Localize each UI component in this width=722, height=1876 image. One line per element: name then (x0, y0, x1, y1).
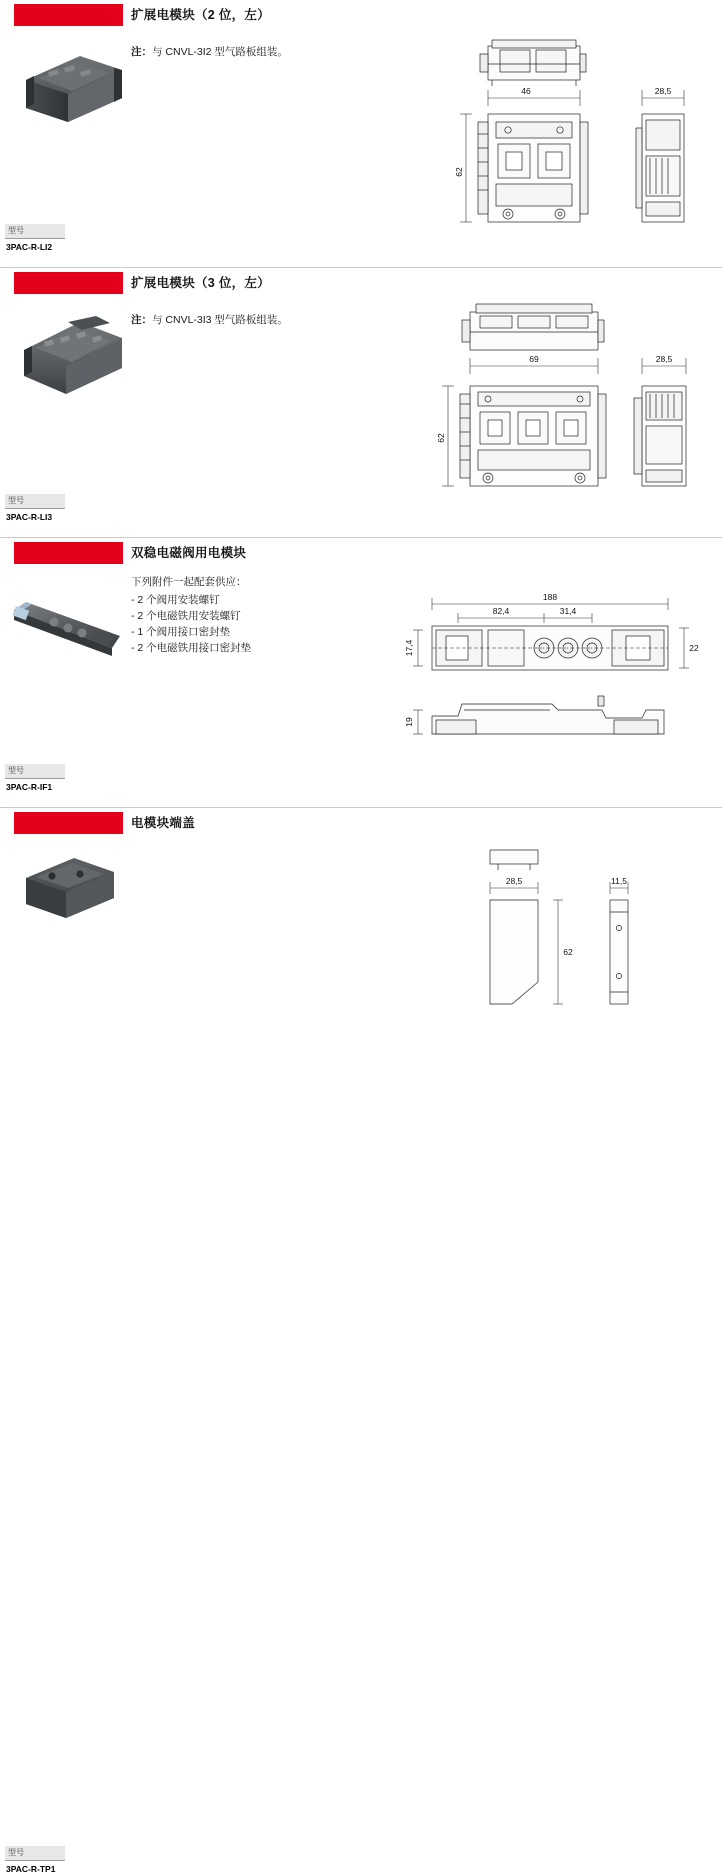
model-label: 型号 (5, 764, 65, 778)
technical-drawing-if1 (402, 584, 712, 774)
dim-width: 46 (521, 86, 531, 96)
technical-drawing-tp1 (436, 832, 696, 1032)
model-value: 3PAC-R-LI2 (5, 238, 65, 254)
list-item: - 2 个电磁铁用安装螺钉 (131, 610, 241, 622)
product-photo-li2 (18, 50, 128, 130)
technical-drawing-li3 (430, 282, 710, 522)
product-section-if1 (0, 538, 722, 808)
product-section-li2 (0, 0, 722, 268)
dim-thickness: 11,5 (611, 876, 627, 886)
dim-width: 28,5 (505, 876, 523, 886)
note-label: 注： (131, 314, 152, 326)
list-item: - 2 个阀用安装螺钉 (131, 594, 220, 606)
product-section-tp1 (0, 808, 722, 1874)
section-title: 扩展电模块（2 位，左） (131, 8, 271, 22)
section-note (131, 313, 288, 329)
model-block-li2 (5, 224, 65, 254)
dim-82-4: 82,4 (492, 606, 510, 616)
dim-height: 62 (436, 433, 446, 443)
dim-19: 19 (404, 717, 414, 727)
list-item: - 2 个电磁铁用接口密封垫 (131, 642, 252, 654)
model-value: 3PAC-R-IF1 (5, 778, 65, 794)
model-label: 型号 (5, 494, 65, 508)
product-section-li3 (0, 268, 722, 538)
model-value: 3PAC-R-TP1 (5, 1860, 65, 1876)
dim-depth: 28,5 (654, 86, 672, 96)
dim-depth: 28,5 (655, 354, 673, 364)
section-title: 双稳电磁阀用电模块 (131, 546, 247, 560)
title-divider (122, 542, 123, 564)
list-item: - 1 个阀用接口密封垫 (131, 626, 231, 638)
dim-31-4: 31,4 (559, 606, 577, 616)
accent-tab (14, 542, 122, 564)
model-value: 3PAC-R-LI3 (5, 508, 65, 524)
dim-width: 69 (529, 354, 539, 364)
model-block-if1 (5, 764, 65, 794)
section-title: 电模块端盖 (131, 816, 196, 830)
product-photo-li3 (14, 314, 130, 400)
technical-drawing-li2 (430, 18, 710, 248)
title-divider (122, 812, 123, 834)
dim-17-4: 17,4 (404, 639, 414, 657)
note-text: 与 CNVL-3I2 型气路板组装。 (152, 46, 288, 58)
section-title: 扩展电模块（3 位，左） (131, 276, 271, 290)
model-block-li3 (5, 494, 65, 524)
model-block-tp1 (5, 1846, 65, 1876)
dim-total-length: 188 (542, 592, 558, 602)
model-label: 型号 (5, 224, 65, 238)
title-divider (122, 272, 123, 294)
accessories-title: 下列附件一起配套供应： (131, 576, 247, 588)
section-note (131, 45, 288, 61)
title-divider (122, 4, 123, 26)
note-text: 与 CNVL-3I3 型气路板组装。 (152, 314, 288, 326)
dim-height: 62 (454, 167, 464, 177)
product-photo-if1 (8, 588, 126, 664)
product-photo-tp1 (18, 852, 120, 924)
model-label: 型号 (5, 1846, 65, 1860)
accent-tab (14, 812, 122, 834)
accent-tab (14, 272, 122, 294)
accent-tab (14, 4, 122, 26)
dim-22: 22 (689, 643, 699, 653)
dim-height: 62 (563, 947, 573, 957)
accessories-list (131, 592, 251, 656)
note-label: 注： (131, 46, 152, 58)
